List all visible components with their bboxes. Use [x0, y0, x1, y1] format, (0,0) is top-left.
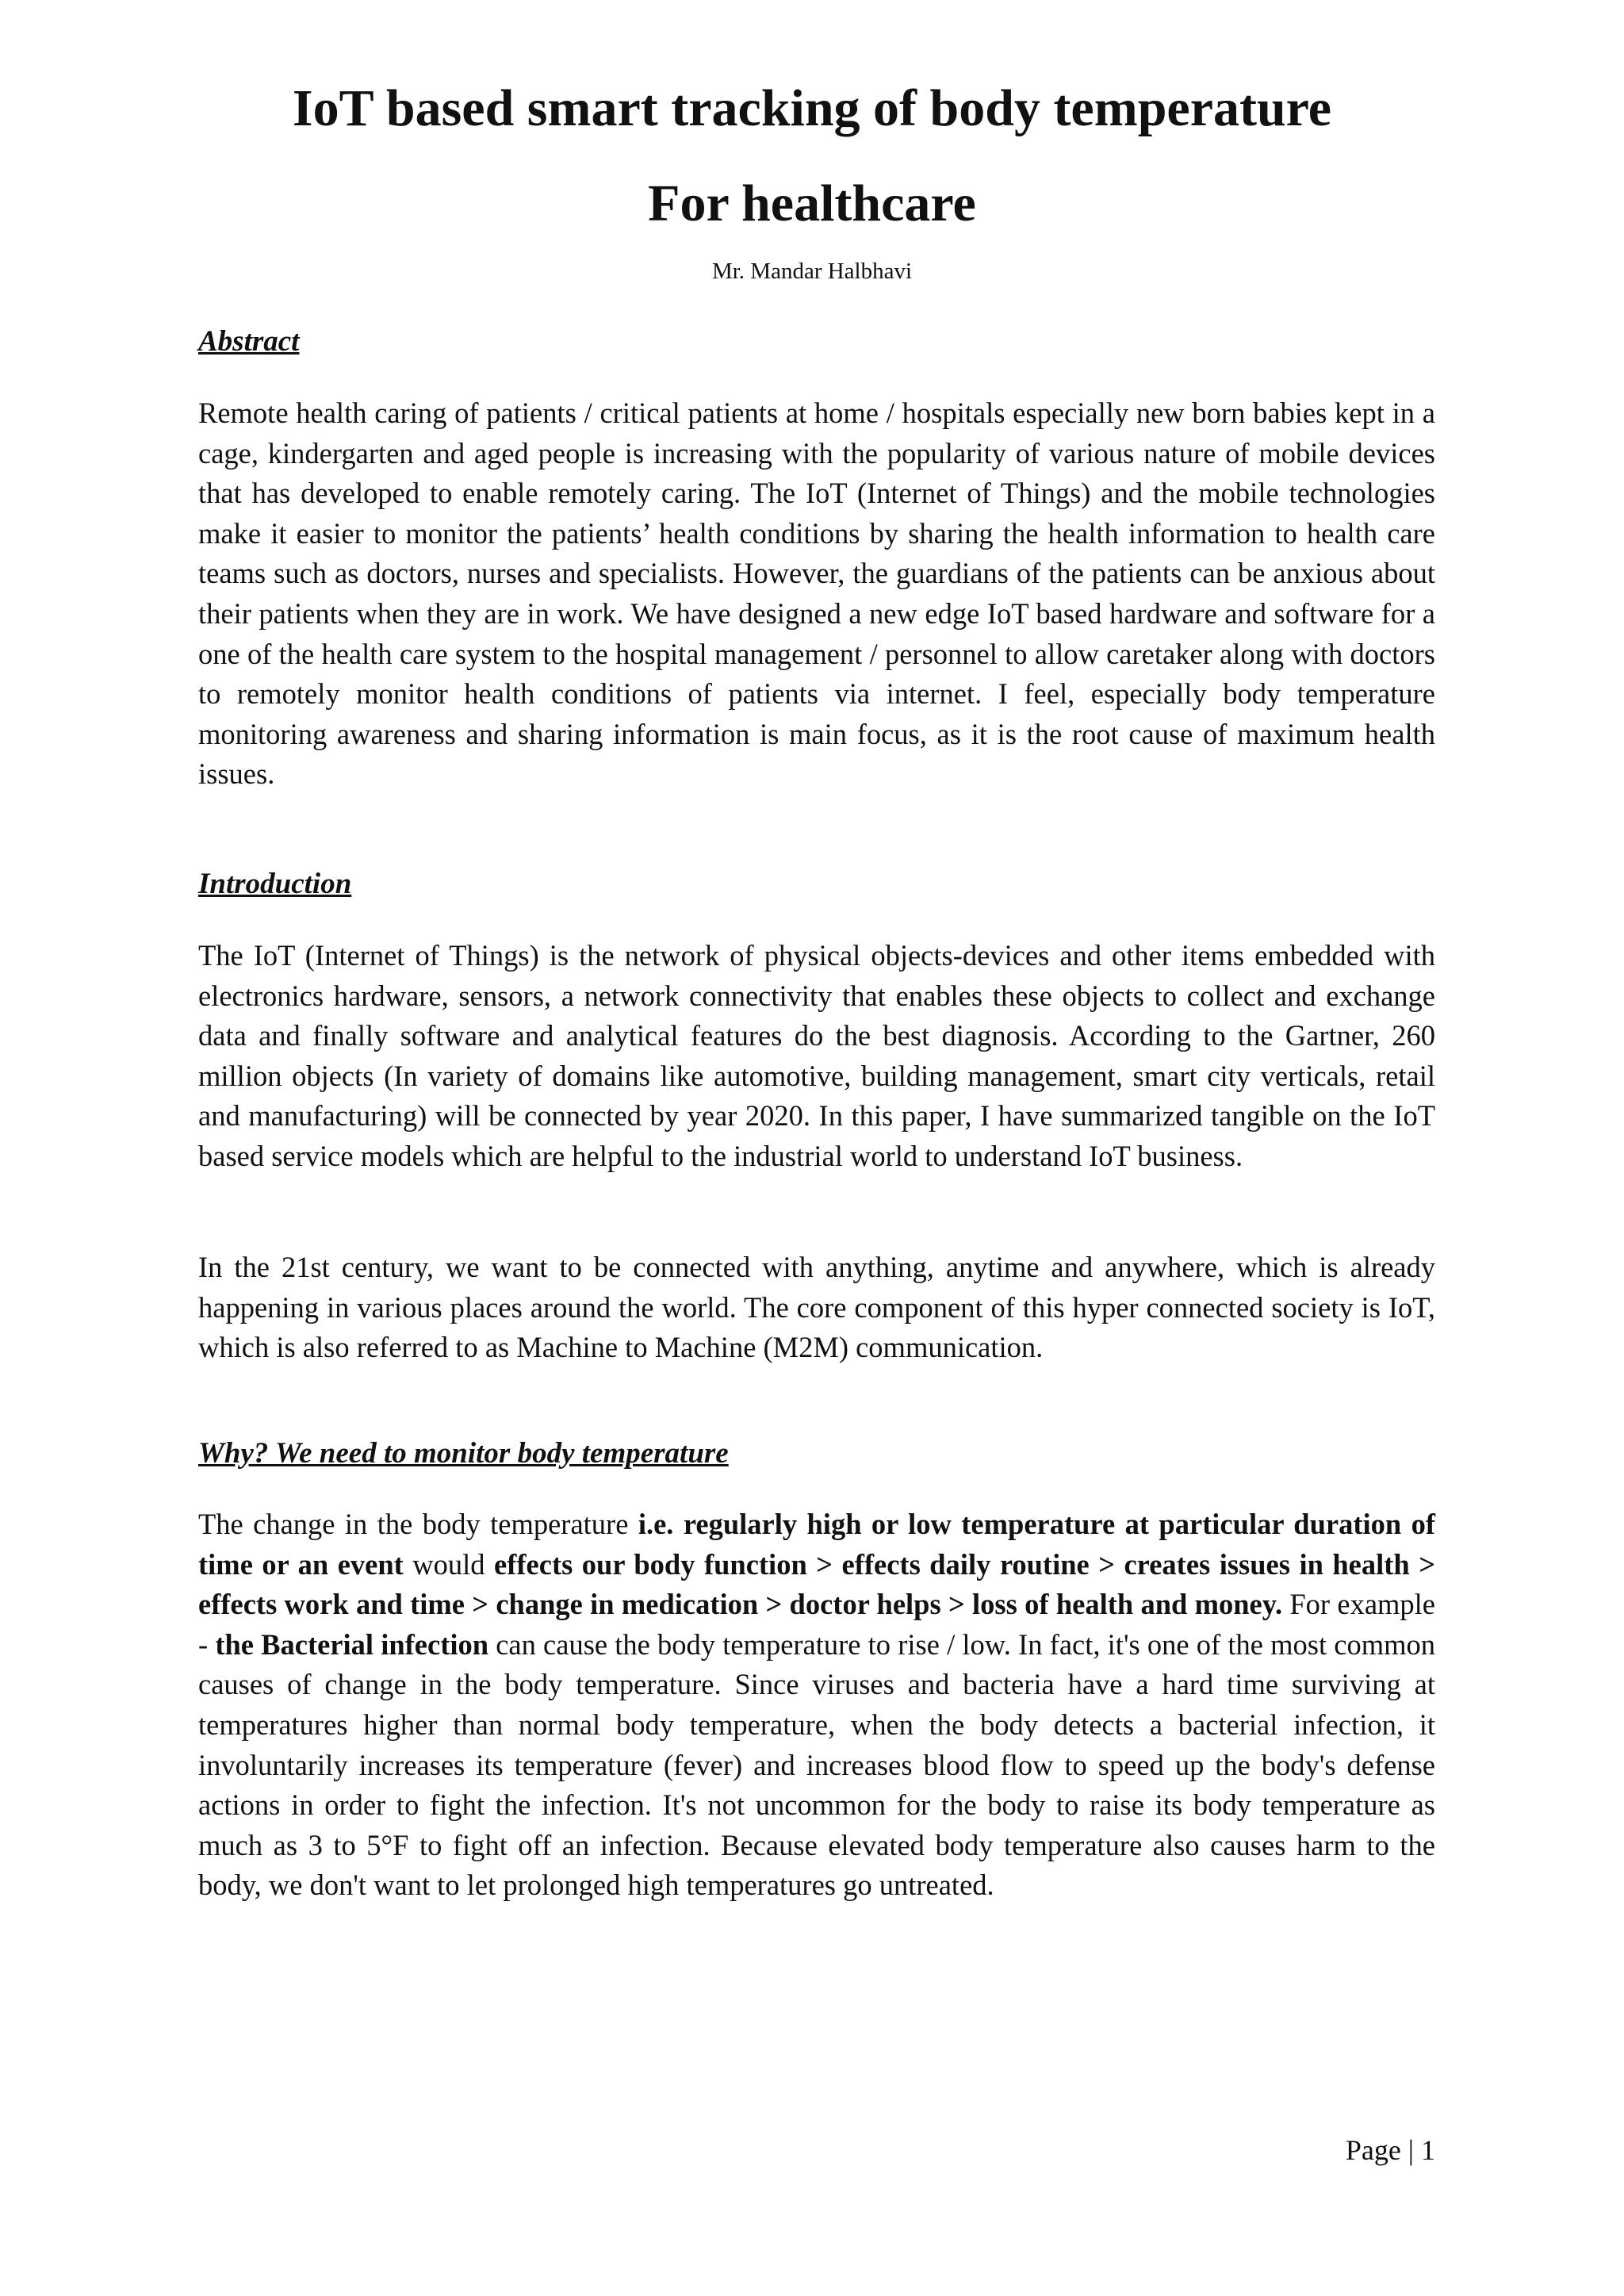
- abstract-heading: Abstract: [198, 325, 300, 358]
- page-number: Page | 1: [1345, 2134, 1435, 2166]
- why-bold-phrase-1: i.e. regularly high or low temperature at particular duration of time or an event: [198, 1508, 1435, 1581]
- why-monitor-heading: Why? We need to monitor body temperature: [198, 1437, 729, 1470]
- why-text-mid-2: For example -: [198, 1588, 1435, 1661]
- paper-title-line-2: For healthcare: [648, 174, 976, 232]
- introduction-paragraph-1: The IoT (Internet of Things) is the network of physical objects-devices and other items embedded with electronics hardware, sensors, a network connectivity that enables these objects to collect and exchange data and finally software and analytical features do the best diagnosis. According to the Gartner, 260 million objects (In variety of domains like automotive, building management, smart city verticals, retail and manufacturing) will be connected by year 2020. In this paper, I have summarized tangible on the IoT based service models which are helpful to the industrial world to understand IoT business.: [198, 939, 1435, 1172]
- introduction-paragraph-2: In the 21st century, we want to be connected with anything, anytime and anywhere, which is already happening in various places around the world. The core component of this hyper connected society is IoT, which is also referred to as Machine to Machine (M2M) communication.: [198, 1251, 1435, 1364]
- why-monitor-paragraph: [198, 1504, 1435, 1906]
- abstract-paragraph: Remote health caring of patients / critical patients at home / hospitals especially new born babies kept in a cage, kindergarten and aged people is increasing with the popularity of various nature of mobile devices that has developed to enable remotely caring. The IoT (Internet of Things) and the mobile technologies make it easier to monitor the patients’ health conditions by sharing the health information to health care teams such as doctors, nurses and specialists. However, the guardians of the patients can be anxious about their patients when they are in work. We have designed a new edge IoT based hardware and software for a one of the health care system to the hospital management / personnel to allow caretaker along with doctors to remotely monitor health conditions of patients via internet. I feel, especially body temperature monitoring awareness and sharing information is main focus, as it is the root cause of maximum health issues.: [198, 397, 1435, 791]
- author-name: Mr. Mandar Halbhavi: [711, 259, 913, 284]
- why-bold-phrase-3: the Bacterial infection: [215, 1627, 489, 1661]
- why-text-mid-1: would: [403, 1547, 495, 1581]
- why-bold-phrase-2: effects our body function > effects daily routine > creates issues in health > effects work and time > change in medication > doctor helps > loss of health and money.: [198, 1547, 1436, 1621]
- why-text-end: can cause the body temperature to rise / low. In fact, it's one of the most common causes of change in the body temperature. Since viruses and bacteria have a hard time surviving at temperatures higher than normal body temperature, when the body detects a bacterial infection, it involuntarily increases its temperature (fever) and increases blood flow to speed up the body's defense actions in order to fight the infection. It's not uncommon for the body to raise its body temperature as much as 3 to 5°F to fight off an infection. Because elevated body temperature also causes harm to the body, we don't want to let prolonged high temperatures go untreated.: [198, 1627, 1435, 1902]
- paper-title-line-1: IoT based smart tracking of body temperature: [292, 79, 1332, 137]
- why-text-start: The change in the body temperature: [198, 1508, 638, 1540]
- introduction-heading: Introduction: [198, 868, 352, 900]
